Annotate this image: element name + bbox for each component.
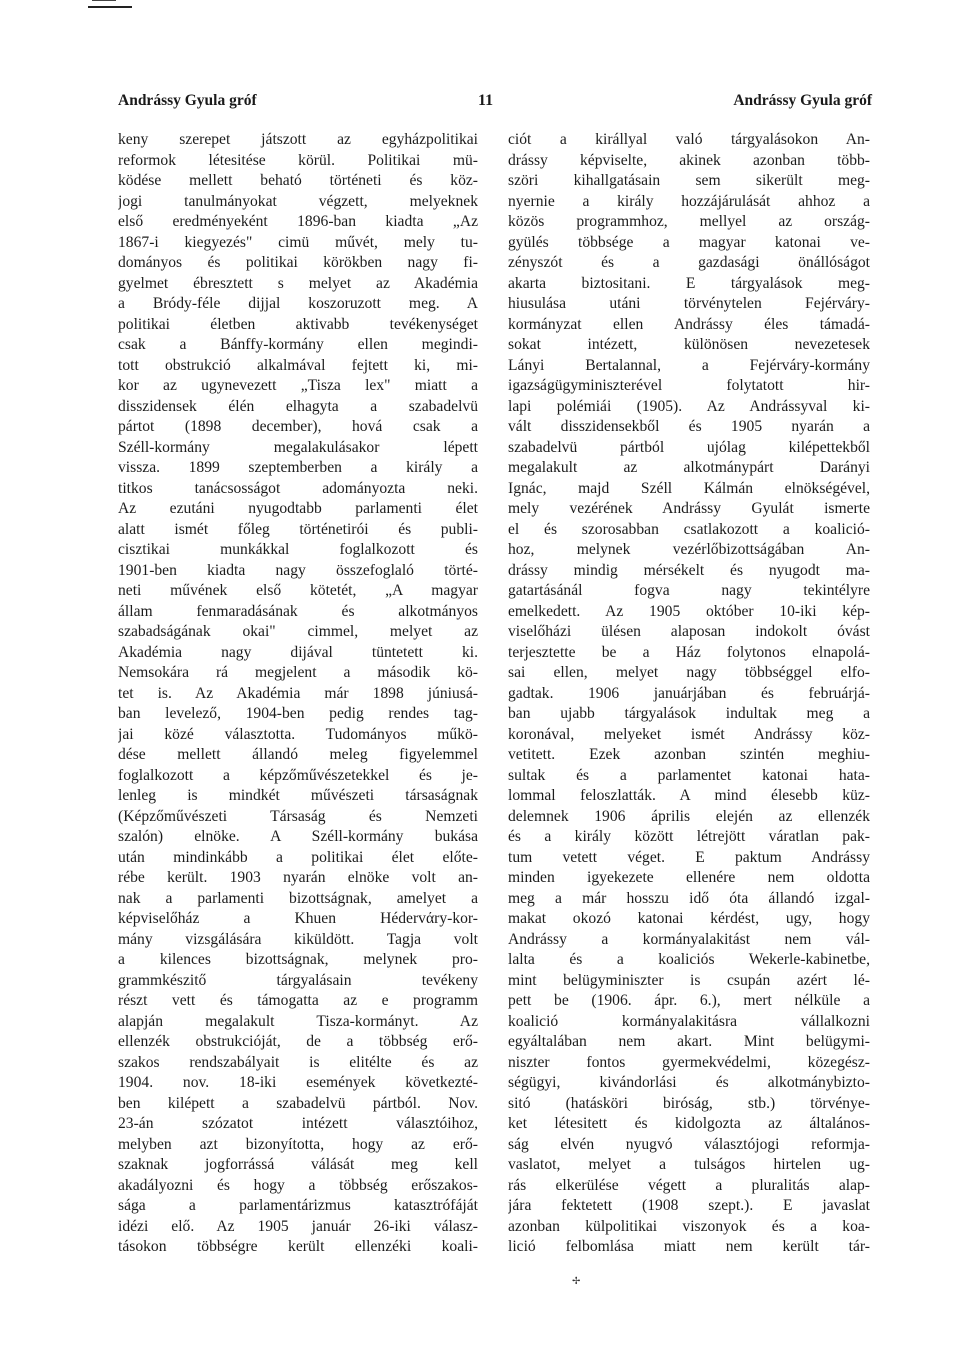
text-line: csak a Bánffy-kormány ellen megindi- xyxy=(118,336,478,353)
text-line: gyelmet ébresztett s melyet az Akadémia xyxy=(118,274,478,292)
text-line: drássy mindig mérsékelt és nyugodt ma- xyxy=(508,561,870,579)
text-line: a Bródy-féle dijjal koszoruzott meg. A xyxy=(118,295,478,312)
text-line: szabadelvü pártból ujólag kilépettekből xyxy=(508,438,870,456)
text-line: első eredményeként 1896-ban kiadta „Az xyxy=(118,213,478,230)
text-line: koronával, melyeket ismét Andrássy köz- xyxy=(508,725,870,743)
text-line: vaslatot, melyet a tulságos hirtelen ug- xyxy=(508,1156,870,1173)
text-line: lapi polémiái (1905). Az Andrássyval ki- xyxy=(508,397,870,415)
running-header xyxy=(118,92,872,114)
text-line: idézi elő. Az 1905 január 26-iki válasz- xyxy=(118,1217,478,1235)
text-line: egyáltalában nem akart. Mint belügymi- xyxy=(508,1033,870,1050)
text-line: tum vetett véget. E paktum Andrássy xyxy=(508,848,870,866)
text-line: képviselőház a Khuen Hédervάry-kor- xyxy=(118,910,478,927)
text-line: mely vezérének Andrássy Gyulát ismerte xyxy=(508,500,870,517)
text-line: pártot (1898 december), hová csak a xyxy=(118,418,478,435)
text-line: neti művének első kötetét, „A magyar xyxy=(118,582,478,599)
text-line: után mindinkább a politikai élet előte- xyxy=(118,848,478,866)
text-line: Lányi Bertalannal, a Fejérváry-kormány xyxy=(508,356,870,374)
text-line: keny szerepet játszott az egyházpolitikai xyxy=(118,131,478,148)
text-line: részt vett és támogatta az e programm xyxy=(118,992,478,1009)
text-line: a kilences bizottságnak, melynek pro- xyxy=(118,951,478,968)
text-line: Akadémia nagy dijával tüntetett ki. xyxy=(118,643,478,661)
text-line: vissza. 1899 szeptemberben a király a xyxy=(118,459,478,476)
text-line: alatt ismét főleg történetirói és publi- xyxy=(118,520,478,538)
text-line: nak a parlamenti bizottságnak, amelyet a xyxy=(118,889,478,907)
text-line: lenleg is mindkét művészeti társaságnak xyxy=(118,787,478,804)
text-line: lommal feloszlatták. A mind élesebb küz- xyxy=(508,787,870,804)
text-line: reformok létesitése körül. Politikai mü- xyxy=(118,151,478,169)
text-line: el és szorosabban csatlakozott a koalició- xyxy=(508,520,870,538)
text-line: emelkedett. Az 1905 október 10-iki kép- xyxy=(508,602,870,620)
text-line: Nemsokára rá megjelent a második kö- xyxy=(118,664,478,681)
text-line: 23-án szózatot intézett választóihoz, xyxy=(118,1115,478,1132)
text-line: grammkészitő tárgyalásain tevékeny xyxy=(118,971,478,989)
text-line: disszidensek élén elhagyta a szabadelvü xyxy=(118,397,478,415)
text-line: dományos és politikai körökben nagy fi- xyxy=(118,254,478,271)
text-line: sokat intézett, különösen nevezetesek xyxy=(508,336,870,353)
text-line: ciót a királlyal való tárgyalásokon An- xyxy=(508,131,870,148)
text-line: vetitett. Ezek azonban szintén meghiu- xyxy=(508,746,870,763)
right-text-column xyxy=(508,130,870,1258)
text-line: rás elkerülése végett a pluralitás alap- xyxy=(508,1176,870,1194)
text-line: terjesztette be a Ház folytonos elnapolá- xyxy=(508,643,870,661)
text-line: akarta biztositani. E tárgyalások meg- xyxy=(508,274,870,292)
text-line: Andrássy a kormányalakitást nem vál- xyxy=(508,930,870,948)
text-line: ben kilépett a szabadelvü pártból. Nov. xyxy=(118,1094,478,1112)
text-line: ket létesitett és kidolgozta az általános- xyxy=(508,1115,870,1132)
text-line: viselőházi ülésen alaposan indokolt óvást xyxy=(508,623,870,640)
text-line: állam fenmaradásának és alkotmányos xyxy=(118,602,478,620)
text-line: azonban külpolitikai viszonyok és a koa- xyxy=(508,1217,870,1235)
text-line: zényszót és a gazdasági önállóságot xyxy=(508,254,870,271)
text-line: nyernie a király hozzájárulását ahhoz a xyxy=(508,192,870,210)
text-line: 1867-i kiegyezés" cimü művét, mely tu- xyxy=(118,233,478,251)
text-line: mint belügyminiszter is csupán azért lé- xyxy=(508,971,870,989)
text-line: (Képzőművészeti Társaság és Nemzeti xyxy=(118,807,478,825)
text-line: mány vizsgálására kiküldött. Tagja volt xyxy=(118,930,478,948)
text-line: 1901-ben kiadta nagy összefoglaló törté- xyxy=(118,561,478,579)
text-line: hiusulása utáni törvénytelen Fejérváry- xyxy=(508,295,870,312)
text-line: hoz, melynek vezérlőbizottságában An- xyxy=(508,541,870,558)
page-number: 11 xyxy=(478,92,494,109)
text-line: politikai életben aktivabb tevékenységet xyxy=(118,315,478,333)
scan-artifact xyxy=(92,0,116,1)
text-line: akadályozni és hogy a többség erőszakos- xyxy=(118,1176,478,1194)
text-line: niszter fontos gyermekvédelmi, közegész- xyxy=(508,1053,870,1071)
text-line: jogi tanulmányokat végzett, melyeknek xyxy=(118,192,478,210)
text-line: koalició kormányalakitásra vállalkozni xyxy=(508,1012,870,1030)
text-line: Ignác, majd Széll Kálmán elnökségével, xyxy=(508,479,870,497)
text-line: ségügyi, kivándorlási és alkotmánybizto- xyxy=(508,1074,870,1091)
text-line: foglalkozott a képzőművészetekkel és je- xyxy=(118,766,478,784)
text-line: kor az ugynevezett „Tisza lex" miatt a xyxy=(118,377,478,394)
left-text-column xyxy=(118,130,478,1258)
text-line: ban levelező, 1904-ben pedig rendes tag- xyxy=(118,705,478,722)
text-line: vált disszidensekből és 1905 nyarán a xyxy=(508,418,870,435)
printer-ornament: ✢ xyxy=(572,1276,581,1287)
text-line: delemnek 1906 április elején az ellenzék xyxy=(508,807,870,825)
text-line: kormányzat ellen Andrássy éles támadá- xyxy=(508,315,870,333)
text-line: tásokon többségre került ellenzéki koali- xyxy=(118,1238,478,1255)
scan-artifact xyxy=(88,6,132,8)
text-line: ellenzék obstrukcióját, de a többség erő- xyxy=(118,1033,478,1050)
text-line: minden igyekezete ellenére nem oldotta xyxy=(508,869,870,886)
text-line: melyben azt bizonyította, hogy az erő- xyxy=(118,1135,478,1153)
text-line: sága a parlamentárizmus katasztrófáját xyxy=(118,1197,478,1214)
text-line: szöri kihallgatásain sem sikerült meg- xyxy=(508,172,870,189)
text-line: sitó (hatásköri biróság, stb.) törvénye- xyxy=(508,1094,870,1112)
text-line: gadtak. 1906 januárjában és februárjá- xyxy=(508,684,870,702)
text-line: és a király között létrejött váratlan pak- xyxy=(508,828,870,845)
text-line: lició felbomlása miatt nem került tár- xyxy=(508,1238,870,1255)
text-line: titkos tanácsosságot adományozta neki. xyxy=(118,479,478,497)
text-line: 1904. nov. 18-iki események következté- xyxy=(118,1074,478,1091)
text-line: Az ezutáni nyugodtabb parlamenti élet xyxy=(118,500,478,517)
text-line: gatartásánál fogva nagy tekintélyre xyxy=(508,582,870,599)
text-line: drássy képviselte, akinek azonban több- xyxy=(508,151,870,169)
text-line: ban ujabb tárgyalások indultak meg a xyxy=(508,705,870,722)
text-line: tott obstrukció alkalmával fejtett ki, mi- xyxy=(118,356,478,374)
text-line: jára fektetett (1908 szept.). E javaslat xyxy=(508,1197,870,1214)
text-line: szabadságának okai" cimmel, melyet az xyxy=(118,623,478,640)
text-line: meg a már hosszu idő óta állandó izgal- xyxy=(508,889,870,907)
text-line: makat okozó katonai kérdést, ugy, hogy xyxy=(508,910,870,927)
text-line: ködése mellett beható történeti és köz- xyxy=(118,172,478,189)
text-line: lalta és a koaliciós Wekerle-kabinetbe, xyxy=(508,951,870,968)
text-line: cisztikai munkákkal foglalkozott és xyxy=(118,541,478,558)
text-line: sai ellen, melyet nagy többséggel elfo- xyxy=(508,664,870,681)
header-left-title: Andrássy Gyula gróf xyxy=(118,92,257,109)
text-line: tet is. Az Akadémia már 1898 júniusá- xyxy=(118,684,478,702)
text-line: közös programmhoz, mellyel az ország- xyxy=(508,213,870,230)
text-line: szaknak jogforrássá válását meg kell xyxy=(118,1156,478,1173)
text-line: szalón) elnöke. A Széll-kormány bukása xyxy=(118,828,478,845)
text-line: gyülés többsége a magyar katonai ve- xyxy=(508,233,870,251)
text-line: dése mellett állandó meleg figyelemmel xyxy=(118,746,478,763)
header-right-title: Andrássy Gyula gróf xyxy=(733,92,872,109)
text-line: rébe került. 1903 nyarán elnöke volt an- xyxy=(118,869,478,886)
text-line: jai közé választotta. Tudományos műkö- xyxy=(118,725,478,743)
text-line: pett be (1906. ápr. 6.), mert nélküle a xyxy=(508,992,870,1009)
text-line: megalakult az alkotmánypárt Darányi xyxy=(508,459,870,476)
text-line: sultak és a parlamentet katonai hata- xyxy=(508,766,870,784)
text-line: Széll-kormány megalakulásakor lépett xyxy=(118,438,478,456)
text-line: szakos rendszabályait is elitélte és az xyxy=(118,1053,478,1071)
text-line: igazságügyminiszterével folytatott hir- xyxy=(508,377,870,394)
text-line: alapján megalakult Tisza-kormányt. Az xyxy=(118,1012,478,1030)
text-line: ság elvén nyugvó választójogi reformja- xyxy=(508,1135,870,1153)
